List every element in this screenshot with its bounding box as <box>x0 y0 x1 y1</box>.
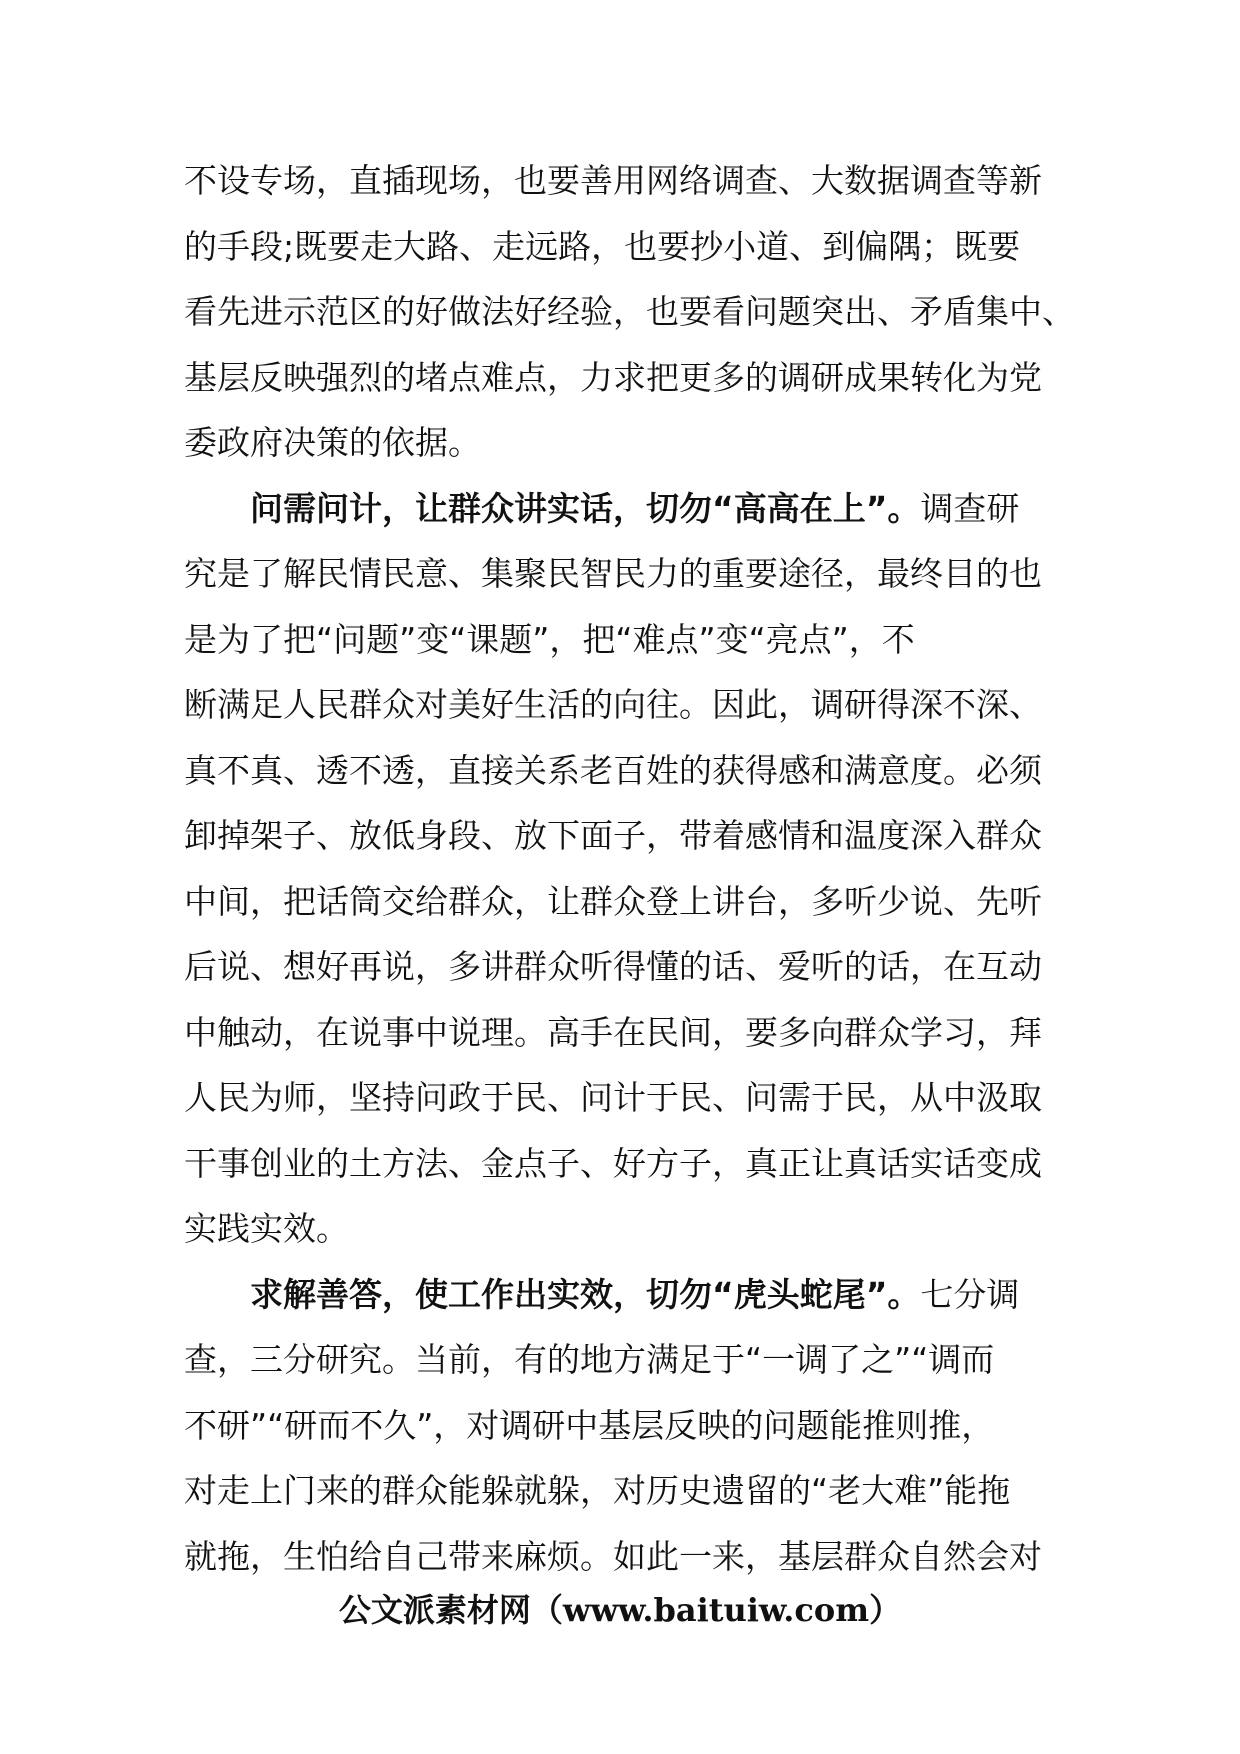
paragraph-line: 是为了把“问题”变“课题”，把“难点”变“亮点”，不 <box>184 619 915 659</box>
paragraph-line: 真不真、透不透，直接关系老百姓的获得感和满意度。必须 <box>184 750 1042 790</box>
paragraph-line: 干事创业的土方法、金点子、好方子，真正让真话实话变成 <box>184 1143 1042 1183</box>
paragraph-line: 查，三分研究。当前，有的地方满足于“一调了之”“调而 <box>184 1340 995 1379</box>
paragraph-line: 卸掉架子、放低身段、放下面子，带着感情和温度深入群众 <box>184 816 1042 855</box>
section-heading: 问需问计，让群众讲实话，切勿“高高在上”。 <box>250 488 921 528</box>
paragraph-line: 基层反映强烈的堵点难点，力求把更多的调研成果转化为党 <box>184 357 1042 397</box>
document-body <box>184 148 1075 1589</box>
paragraph-line: 断满足人民群众对美好生活的向往。因此，调研得深不深、 <box>184 685 1042 724</box>
paragraph-first-line <box>184 1262 1064 1328</box>
paragraph-line: 人民为师，坚持问政于民、问计于民、问需于民，从中汲取 <box>184 1078 1042 1117</box>
paragraph-text: 七分调 <box>920 1274 1020 1314</box>
paragraph-2 <box>184 476 1064 1262</box>
paragraph-line: 究是了解民情民意、集聚民智民力的重要途径，最终目的也 <box>184 554 1042 593</box>
section-heading: 求解善答，使工作出实效，切勿“虎头蛇尾”。 <box>250 1274 921 1314</box>
paragraph-line: 不研”“研而不久”，对调研中基层反映的问题能推则推， <box>184 1405 995 1445</box>
paragraph-1 <box>184 148 1075 476</box>
paragraph-line: 不设专场，直插现场，也要善用网络调查、大数据调查等新 <box>184 161 1042 200</box>
paragraph-line: 中触动，在说事中说理。高手在民间，要多向群众学习，拜 <box>184 1012 1042 1052</box>
paragraph-line: 就拖，生怕给自己带来麻烦。如此一来，基层群众自然会对 <box>184 1536 1042 1576</box>
paragraph-line: 对走上门来的群众能躲就躲，对历史遗留的“老大难”能拖 <box>184 1471 1011 1510</box>
paragraph-text: 调查研 <box>920 488 1020 528</box>
paragraph-line: 委政府决策的依据。 <box>184 423 481 462</box>
paragraph-3 <box>184 1262 1064 1590</box>
paragraph-line: 看先进示范区的好做法好经验，也要看问题突出、矛盾集中、 <box>184 292 1075 331</box>
paragraph-first-line <box>184 476 1064 542</box>
paragraph-line: 实践实效。 <box>184 1209 349 1248</box>
paragraph-line: 的手段;既要走大路、走远路，也要抄小道、到偏隅；既要 <box>184 226 1021 266</box>
paragraph-line: 中间，把话筒交给群众，让群众登上讲台，多听少说、先听 <box>184 881 1042 921</box>
paragraph-line: 后说、想好再说，多讲群众听得懂的话、爱听的话，在互动 <box>184 947 1042 986</box>
page-footer: 公文派素材网（www.baituiw.com） <box>338 1591 902 1629</box>
